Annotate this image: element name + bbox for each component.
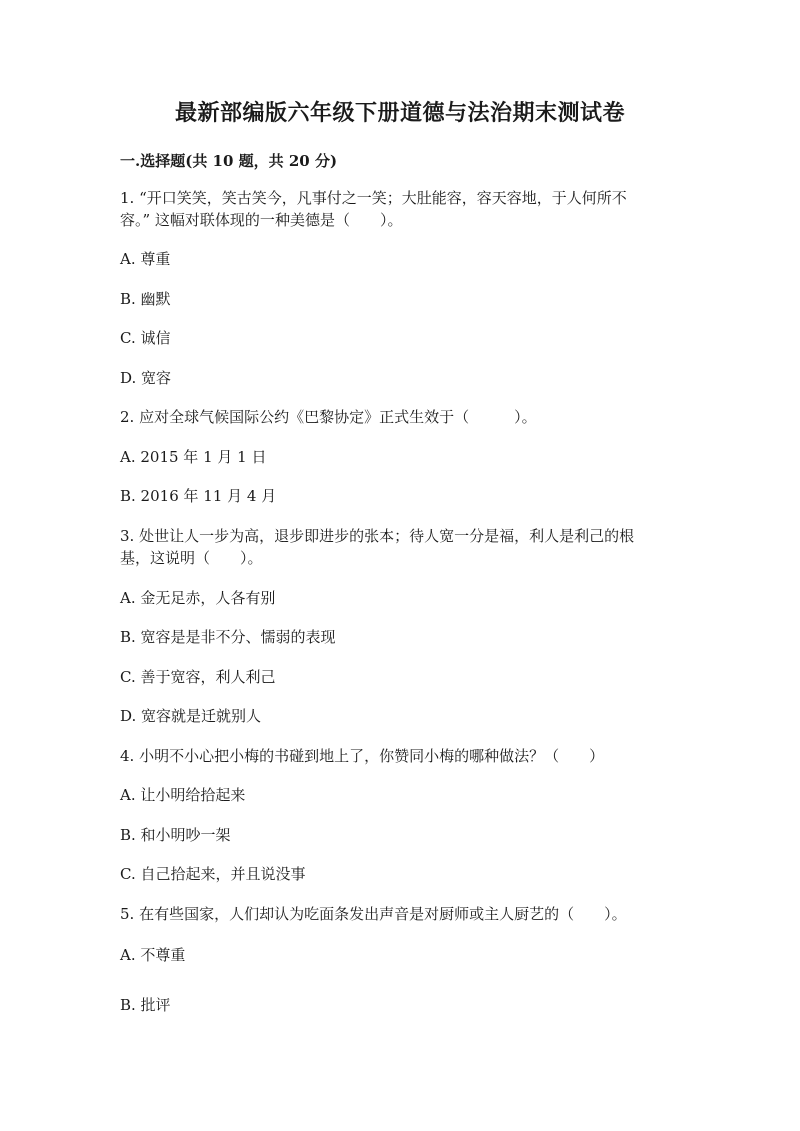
page-title: 最新部编版六年级下册道德与法治期末测试卷 <box>174 100 625 126</box>
question-5-option-b: B. 批评 <box>120 996 171 1014</box>
question-1-option-d: D. 宽容 <box>120 369 172 387</box>
question-1-option-c: C. 诚信 <box>120 329 171 347</box>
question-4-option-b: B. 和小明吵一架 <box>120 826 231 844</box>
question-3-option-c: C. 善于宽容，利人利己 <box>120 668 276 686</box>
question-5-option-a: A. 不尊重 <box>120 946 186 964</box>
question-1-stem-line-2: 容。” 这幅对联体现的一种美德是（ ）。 <box>120 211 403 229</box>
question-3-stem-line-1: 3. 处世让人一步为高，退步即进步的张本；待人宽一分是福，利人是利己的根 <box>120 527 635 545</box>
question-1-option-b: B. 幽默 <box>120 290 171 308</box>
question-4-option-c: C. 自己拾起来，并且说没事 <box>120 865 306 883</box>
question-4-stem-line-1: 4. 小明不小心把小梅的书碰到地上了，你赞同小梅的哪种做法？（ ） <box>120 747 605 765</box>
section-heading: 一.选择题(共 10 题，共 20 分) <box>120 152 338 170</box>
question-3-option-d: D. 宽容就是迁就别人 <box>120 707 262 725</box>
question-2-option-a: A. 2015 年 1 月 1 日 <box>120 448 267 466</box>
question-3-stem-line-2: 基，这说明（ ）。 <box>120 549 263 567</box>
question-3-option-a: A. 金无足赤，人各有别 <box>120 589 276 607</box>
question-1-stem-line-1: 1. “开口笑笑，笑古笑今，凡事付之一笑；大肚能容，容天容地，于人何所不 <box>120 189 627 207</box>
question-4-option-a: A. 让小明给拾起来 <box>120 786 246 804</box>
question-3-option-b: B. 宽容是是非不分、懦弱的表现 <box>120 628 336 646</box>
question-2-stem-line-1: 2. 应对全球气候国际公约《巴黎协定》正式生效于（ ）。 <box>120 408 537 426</box>
question-5-stem-line-1: 5. 在有些国家，人们却认为吃面条发出声音是对厨师或主人厨艺的（ ）。 <box>120 905 627 923</box>
question-2-option-b: B. 2016 年 11 月 4 月 <box>120 487 277 505</box>
question-1-option-a: A. 尊重 <box>120 250 171 268</box>
